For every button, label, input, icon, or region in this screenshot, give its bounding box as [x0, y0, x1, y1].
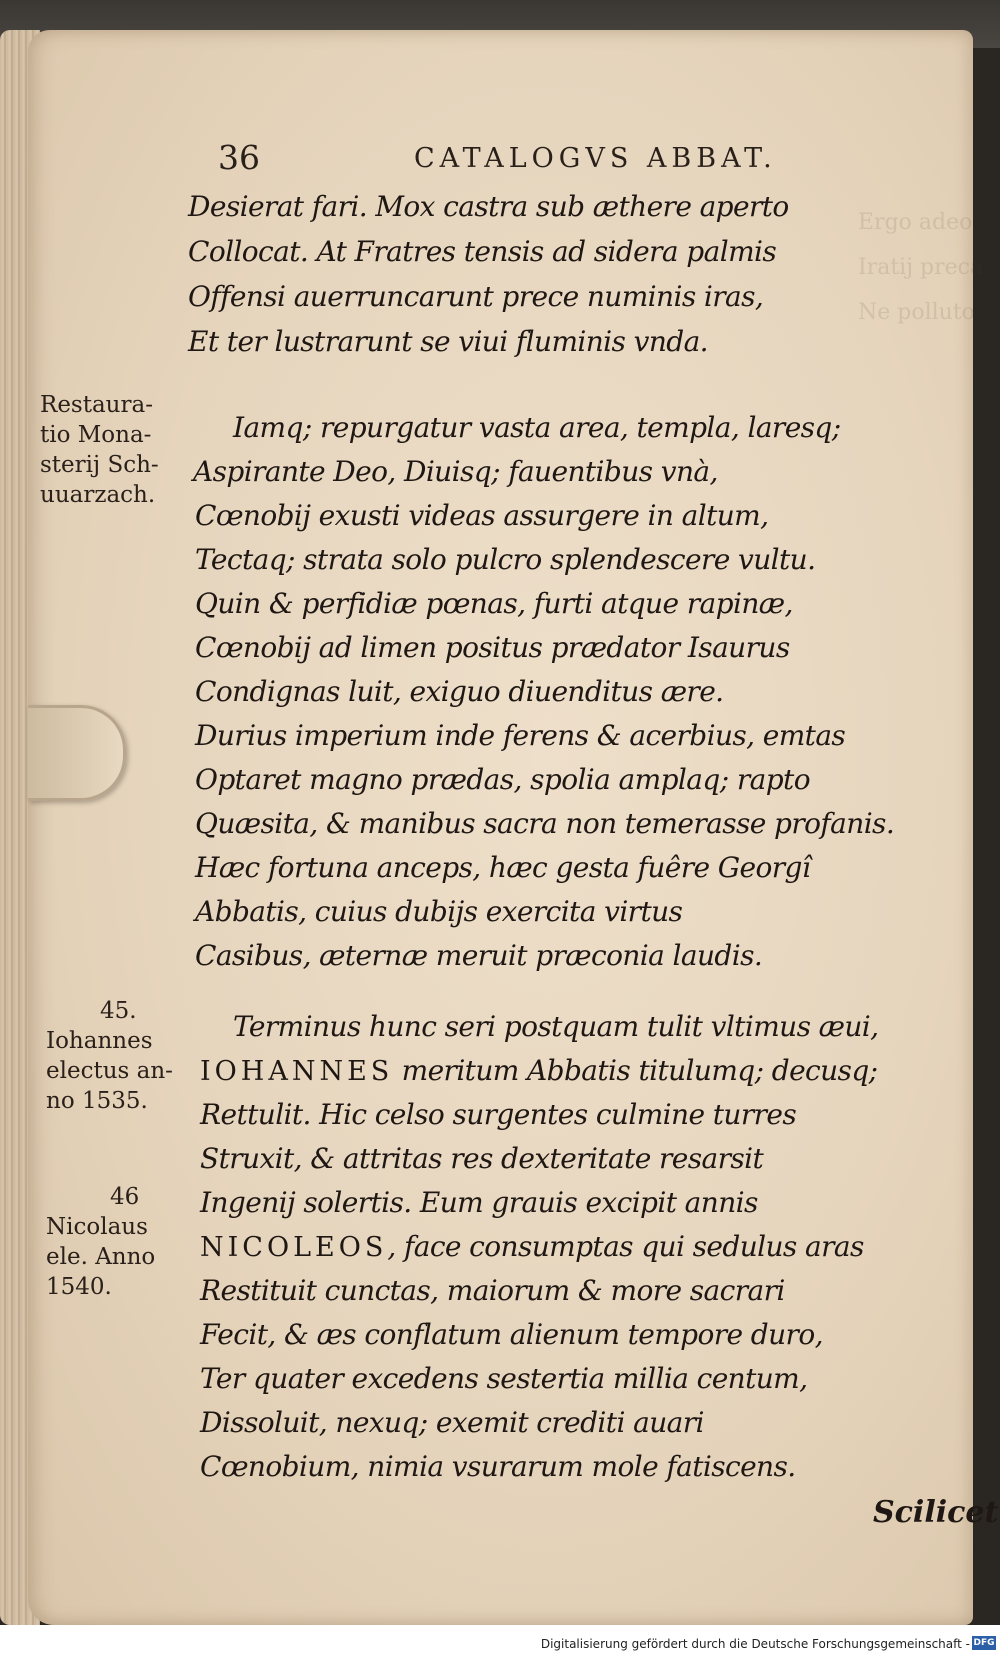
- verse-line: Casibus, æternæ meruit præconia laudis.: [195, 939, 763, 972]
- running-title: CATALOGVS ABBAT.: [414, 143, 777, 174]
- verse-line: NICOLEOS, face consumptas qui sedulus aras: [200, 1230, 864, 1263]
- show-through: Iratij preca: [858, 255, 984, 280]
- verse-line: Restituit cunctas, maiorum & more sacrari: [200, 1274, 785, 1307]
- verse-line: Cœnobij exusti videas assurgere in altum,: [195, 499, 769, 532]
- verse-line: IOHANNES meritum Abbatis titulumq; decusq;: [200, 1054, 878, 1087]
- verse-line: Et ter lustrarunt se viui fluminis vnda.: [188, 325, 708, 358]
- verse-line: Cœnobij ad limen positus prædator Isaurus: [195, 631, 790, 664]
- verse-line: Dissoluit, nexuq; exemit crediti auari: [200, 1406, 704, 1439]
- verse-line: Hæc fortuna anceps, hæc gesta fuêre Georgî: [195, 851, 811, 884]
- page-number: 36: [218, 138, 260, 177]
- verse-line: Quin & perfidiæ pœnas, furti atque rapinæ,: [195, 587, 793, 620]
- verse-line: Tectaq; strata solo pulcro splendescere vultu.: [195, 543, 816, 576]
- show-through: Ne polluto: [858, 300, 975, 325]
- bookmark-tab: [28, 705, 126, 801]
- catchword: Scilicet: [873, 1495, 999, 1530]
- verse-line: Cœnobium, nimia vsurarum mole fatiscens.: [200, 1450, 796, 1483]
- abbot-name: IOHANNES: [200, 1056, 394, 1087]
- verse-line: Terminus hunc seri postquam tulit vltimus æui,: [233, 1010, 879, 1043]
- dfg-logo-icon: DFG: [973, 1638, 995, 1648]
- show-through: Ergo adeo: [858, 210, 973, 235]
- verse-line: Ingenij solertis. Eum grauis excipit annis: [200, 1186, 758, 1219]
- verse-line: Durius imperium inde ferens & acerbius, emtas: [195, 719, 846, 752]
- footer-credit: Digitalisierung gefördert durch die Deutsche Forschungsgemeinschaft -: [540, 1637, 970, 1651]
- verse-line: Rettulit. Hic celso surgentes culmine turres: [200, 1098, 797, 1131]
- verse-line: Optaret magno prædas, spolia amplaq; rapto: [195, 763, 810, 796]
- verse-line: Collocat. At Fratres tensis ad sidera palmis: [188, 235, 777, 268]
- verse-line: Quæsita, & manibus sacra non temerasse profanis.: [195, 807, 895, 840]
- verse-line: Iamq; repurgatur vasta area, templa, laresq;: [233, 411, 841, 444]
- verse-line: Desierat fari. Mox castra sub æthere aperto: [188, 190, 789, 223]
- verse-line: Abbatis, cuius dubijs exercita virtus: [195, 895, 683, 928]
- abbot-name: NICOLEOS: [200, 1232, 388, 1263]
- verse-line: Fecit, & æs conflatum alienum tempore duro,: [200, 1318, 823, 1351]
- verse-line: Aspirante Deo, Diuisq; fauentibus vnà,: [193, 455, 718, 488]
- verse-line: Condignas luit, exiguo diuenditus ære.: [195, 675, 724, 708]
- book-page: Ergo adeo Iratij preca Ne polluto 36 CATALOGVS ABBAT. Desierat fari. Mox castra sub æthere aperto Collocat. At Fratres tensis ad sidera palmis Offensi auerruncarunt prece numinis iras, Et ter lustrarunt se viui fluminis vnda. Iamq; repurgatur vasta area, templa, laresq; Aspirante Deo, Diuisq; fauentibus vnà, Cœnobij exusti videas assurgere in altum, Tectaq; strata solo pulcro splendescere vultu. Quin & perfidiæ pœnas, furti atque rapinæ, Cœnobij ad limen positus prædator Isaurus Condignas luit, exiguo diuenditus ære. Durius imperium inde ferens & acerbius, emtas Optaret magno prædas, spolia amplaq; rapto Quæsita, & manibus sacra non temerasse profanis. Hæc fortuna anceps, hæc gesta fuêre Georgî Abbatis, cuius dubijs exercita virtus Casibus, æternæ meruit præconia laudis. Terminus hunc seri postquam tulit vltimus æui, IOHANNES meritum Abbatis titulumq; decusq; Rettulit. Hic celso surgentes culmine turres Struxit, & attritas res dexteritate resarsit Ingenij solertis. Eum grauis excipit annis NICOLEOS, face consumptas qui sedulus aras Restituit cunctas, maiorum & more sacrari Fecit, & æs conflatum alienum tempore duro, Ter quater excedens sestertia millia centum, Dissoluit, nexuq; exemit crediti auari Cœnobium, nimia vsurarum mole fatiscens. Restaura- tio Mona- sterij Sch- uuarzach. 45. Iohannes electus an- no 1535. 46 Nicolaus ele. Anno 1540. Scilicet: [28, 30, 973, 1625]
- verse-line: Offensi auerruncarunt prece numinis iras,: [188, 280, 764, 313]
- verse-line: Struxit, & attritas res dexteritate resarsit: [200, 1142, 764, 1175]
- verse-line: Ter quater excedens sestertia millia centum,: [200, 1362, 808, 1395]
